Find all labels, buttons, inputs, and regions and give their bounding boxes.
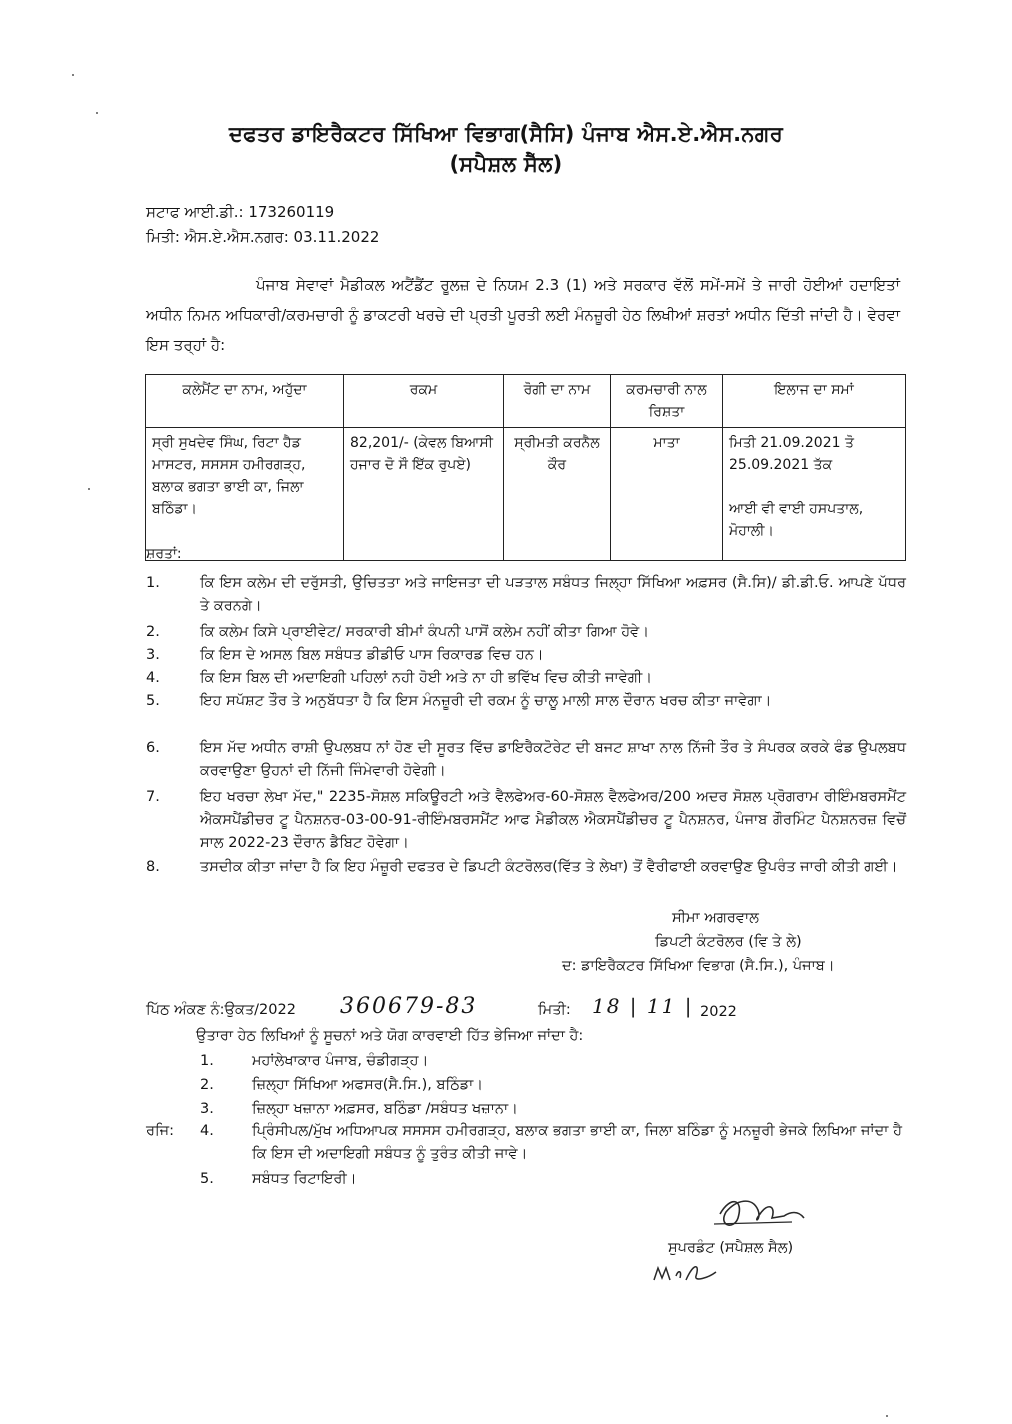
claim-table	[145, 374, 906, 561]
conditions-label: ਸ਼ਰਤਾਂ:	[146, 546, 182, 562]
endorsement-date-label: ਮਿਤੀ:	[538, 1002, 571, 1018]
issue-date: ਮਿਤੀ: ਐਸ.ਏ.ਐਸ.ਨਗਰ: 03.11.2022	[146, 228, 380, 246]
condition-text: ਕਿ ਕਲੇਮ ਕਿਸੇ ਪ੍ਰਾਈਵੇਟ/ ਸਰਕਾਰੀ ਬੀਮਾਂ ਕੰਪਨੀ ਪਾਸੋਂ ਕਲੇਮ ਨਹੀਂ ਕੀਤਾ ਗਿਆ ਹੋਵੇ।	[200, 624, 649, 640]
registered-label: ਰਜਿ:	[146, 1123, 175, 1139]
recipient-number: 3.	[200, 1101, 214, 1117]
recipient-number: 4.	[200, 1123, 214, 1139]
condition-number: 5.	[146, 693, 160, 709]
table-row	[146, 428, 906, 561]
condition-text: ਤਸਦੀਕ ਕੀਤਾ ਜਾਂਦਾ ਹੈ ਕਿ ਇਹ ਮੰਜ਼ੂਰੀ ਦਫਤਰ ਦੇ ਡਿਪਟੀ ਕੰਟਰੋਲਰ(ਵਿੱਤ ਤੇ ਲੇਖਾ) ਤੋਂ ਵੈਰੀਫਾਈ ਕਰਵਾਉਣ ਉਪਰੰਤ ਜਾਰੀ ਕੀਤੀ ਗਈ।	[200, 859, 898, 875]
office-subtitle: (ਸਪੈਸ਼ਲ ਸੈੱਲ)	[449, 152, 563, 176]
col-header-patient: ਰੋਗੀ ਦਾ ਨਾਮ	[504, 375, 611, 428]
scan-speck	[88, 488, 90, 490]
cell-period	[723, 428, 906, 561]
recipient-number: 1.	[200, 1053, 214, 1069]
condition-item	[146, 690, 906, 713]
condition-number: 6.	[146, 740, 160, 756]
condition-number: 7.	[146, 789, 160, 805]
condition-item	[146, 856, 906, 879]
condition-number: 1.	[146, 575, 160, 591]
recipient-number: 5.	[200, 1171, 214, 1187]
endorsement-number-handwritten: 360679-83	[340, 994, 478, 1019]
intro-text: ਪੰਜਾਬ ਸੇਵਾਵਾਂ ਮੈਡੀਕਲ ਅਟੈਂਡੈਂਟ ਰੂਲਜ਼ ਦੇ ਨਿਯਮ 2.3 (1) ਅਤੇ ਸਰਕਾਰ ਵੱਲੋਂ ਸਮੇਂ-ਸਮੇਂ ਤੇ ਜਾਰੀ ਹੋਈਆਂ ਹਦਾਇਤਾਂ ਅਧੀਨ ਨਿਮਨ ਅਧਿਕਾਰੀ/ਕਰਮਚਾਰੀ ਨੂੰ ਡਾਕਟਰੀ ਖਰਚੇ ਦੀ ਪ੍ਰਤੀ ਪੂਰਤੀ ਲਈ ਮੰਨਜ਼ੂਰੀ ਹੇਠ ਲਿਖੀਆਂ ਸ਼ਰਤਾਂ ਅਧੀਨ ਦਿੱਤੀ ਜਾਂਦੀ ਹੈ। ਵੇਰਵਾ ਇਸ ਤਰ੍ਹਾਂ ਹੈ:	[146, 276, 900, 354]
cell-claimant: ਸ੍ਰੀ ਸੁਖਦੇਵ ਸਿੰਘ, ਰਿਟਾ ਹੈਡ ਮਾਸਟਰ, ਸਸਸਸ ਹਮੀਰਗੜ੍ਹ, ਬਲਾਕ ਭਗਤਾ ਭਾਈ ਕਾ, ਜਿਲਾ ਬਠਿੰਡਾ।	[146, 428, 344, 561]
hospital-name: ਆਈ ਵੀ ਵਾਈ ਹਸਪਤਾਲ, ਮੋਹਾਲੀ।	[729, 501, 864, 539]
recipient-text: ਸਬੰਧਤ ਰਿਟਾਇਰੀ।	[252, 1171, 357, 1187]
condition-item	[146, 737, 906, 783]
condition-item	[146, 786, 906, 855]
col-header-period: ਇਲਾਜ ਦਾ ਸਮਾਂ	[723, 375, 906, 428]
treatment-period: ਮਿਤੀ 21.09.2021 ਤੋ 25.09.2021 ਤੱਕ	[729, 435, 854, 473]
condition-number: 8.	[146, 859, 160, 875]
endorsement-year: 2022	[700, 1004, 737, 1020]
office-title: ਦਫਤਰ ਡਾਇਰੈਕਟਰ ਸਿੱਖਿਆ ਵਿਭਾਗ(ਸੈਸਿ) ਪੰਜਾਬ ਐਸ.ਏ.ਐਸ.ਨਗਰ	[228, 122, 784, 146]
intro-paragraph	[146, 270, 900, 360]
endorsement-number-label: ਪਿੱਠ ਅੰਕਣ ਨੰ:ਉਕਤ/2022	[146, 1002, 296, 1018]
col-header-relation: ਕਰਮਚਾਰੀ ਨਾਲ ਰਿਸ਼ਤਾ	[611, 375, 723, 428]
condition-number: 2.	[146, 624, 160, 640]
condition-number: 3.	[146, 647, 160, 663]
col-header-amount: ਰਕਮ	[344, 375, 504, 428]
condition-item	[146, 621, 906, 644]
recipient-text: ਪ੍ਰਿੰਸੀਪਲ/ਮੁੱਖ ਅਧਿਆਪਕ ਸਸਸਸ ਹਮੀਰਗੜ੍ਹ, ਬਲਾਕ ਭਗਤਾ ਭਾਈ ਕਾ, ਜਿਲਾ ਬਠਿੰਡਾ ਨੂੰ ਮਨਜ਼ੂਰੀ ਭੇਜਕੇ ਲਿਖਿਆ ਜਾਂਦਾ ਹੈ ਕਿ ਇਸ ਦੀ ਅਦਾਇਗੀ ਸਬੰਧਤ ਨੂੰ ਤੁਰੰਤ ਕੀਤੀ ਜਾਵੇ।	[252, 1123, 902, 1162]
signatory-office: ਦ: ਡਾਇਰੈਕਟਰ ਸਿੱਖਿਆ ਵਿਭਾਗ (ਸੈ.ਸਿ.), ਪੰਜਾਬ।	[562, 958, 835, 974]
condition-text: ਇਸ ਮੱਦ ਅਧੀਨ ਰਾਸ਼ੀ ਉਪਲਬਧ ਨਾਂ ਹੋਣ ਦੀ ਸੂਰਤ ਵਿੱਚ ਡਾਇਰੈਕਟੋਰੇਟ ਦੀ ਬਜਟ ਸ਼ਾਖਾ ਨਾਲ ਨਿੱਜੀ ਤੌਰ ਤੇ ਸੰਪਰਕ ਕਰਕੇ ਫੰਡ ਉਪਲਬਧ ਕਰਵਾਉਣਾ ਉਹਨਾਂ ਦੀ ਨਿੱਜੀ ਜਿੰਮੇਵਾਰੀ ਹੋਵੇਗੀ।	[200, 740, 906, 779]
condition-text: ਇਹ ਸਪੱਸ਼ਟ ਤੌਰ ਤੇ ਅਨੁਬੱਧਤਾ ਹੈ ਕਿ ਇਸ ਮੰਨਜ਼ੂਰੀ ਦੀ ਰਕਮ ਨੂੰ ਚਾਲੂ ਮਾਲੀ ਸਾਲ ਦੌਰਾਨ ਖਰਚ ਕੀਤਾ ਜਾਵੇਗਾ।	[200, 693, 772, 709]
condition-text: ਕਿ ਇਸ ਬਿਲ ਦੀ ਅਦਾਇਗੀ ਪਹਿਲਾਂ ਨਹੀ ਹੋਈ ਅਤੇ ਨਾ ਹੀ ਭਵਿੱਖ ਵਿਚ ਕੀਤੀ ਜਾਵੇਗੀ।	[200, 670, 653, 686]
condition-text: ਇਹ ਖਰਚਾ ਲੇਖਾ ਮੱਦ," 2235-ਸੋਸ਼ਲ ਸਕਿਊਰਟੀ ਅਤੇ ਵੈਲਫੇਅਰ-60-ਸੋਸ਼ਲ ਵੈਲਫੇਅਰ/200 ਅਦਰ ਸੋਸ਼ਲ ਪ੍ਰੋਗਰਾਮ ਰੀਇੰਮਬਰਸਮੈਂਟ ਐਕਸਪੈਂਡੀਚਰ ਟੂ ਪੈਨਸ਼ਨਰ-03-00-91-ਰੀਇੰਮਬਰਸਮੈਂਟ ਆਫ ਮੈਡੀਕਲ ਐਕਸਪੈਂਡੀਚਰ ਟੂ ਪੈਨਸ਼ਨਰ, ਪੰਜਾਬ ਗੌਰਮਿੰਟ ਪੈਨਸ਼ਨਰਜ਼ ਵਿਚੋਂ ਸਾਲ 2022-23 ਦੌਰਾਨ ਡੈਬਿਟ ਹੋਵੇਗਾ।	[200, 789, 906, 851]
condition-text: ਕਿ ਇਸ ਕਲੇਮ ਦੀ ਦਰੁੱਸਤੀ, ਉਚਿਤਤਾ ਅਤੇ ਜਾਇਜਤਾ ਦੀ ਪੜਤਾਲ ਸਬੰਧਤ ਜਿਲ੍ਹਾ ਸਿੱਖਿਆ ਅਫ਼ਸਰ (ਸੈ.ਸਿ)/ ਡੀ.ਡੀ.ਓ. ਆਪਣੇ ਪੱਧਰ ਤੇ ਕਰਨਗੇ।	[200, 575, 906, 614]
condition-item	[146, 644, 906, 667]
cell-relation: ਮਾਤਾ	[611, 428, 723, 561]
recipient-text: ਮਹਾਂਲੇਖਾਕਾਰ ਪੰਜਾਬ, ਚੰਡੀਗੜ੍ਹ।	[252, 1053, 429, 1069]
condition-item	[146, 667, 906, 690]
cell-amount: 82,201/- (ਕੇਵਲ ਬਿਆਸੀ ਹਜਾਰ ਦੋ ਸੌ ਇੱਕ ਰੁਪਏ)	[344, 428, 504, 561]
cell-patient: ਸ੍ਰੀਮਤੀ ਕਰਨੈਲ ਕੌਰ	[504, 428, 611, 561]
initials-signature	[650, 1258, 730, 1288]
scan-speck	[96, 112, 98, 114]
scan-speck	[886, 1415, 888, 1417]
signatory-name: ਸੀਮਾ ਅਗਰਵਾਲ	[672, 910, 759, 926]
col-header-claimant: ਕਲੇਮੈਂਟ ਦਾ ਨਾਮ, ਅਹੁੱਦਾ	[146, 375, 344, 428]
copy-forward-line: ਉਤਾਰਾ ਹੇਠ ਲਿਖਿਆਂ ਨੂੰ ਸੂਚਨਾਂ ਅਤੇ ਯੋਗ ਕਾਰਵਾਈ ਹਿੱਤ ਭੇਜਿਆ ਜਾਂਦਾ ਹੈ:	[196, 1028, 584, 1044]
condition-item	[146, 572, 906, 618]
condition-text: ਕਿ ਇਸ ਦੇ ਅਸਲ ਬਿਲ ਸਬੰਧਤ ਡੀਡੀਓ ਪਾਸ ਰਿਕਾਰਡ ਵਿਚ ਹਨ।	[200, 647, 544, 663]
superintendent-designation: ਸੁਪਰਡੰਟ (ਸਪੈਸ਼ਲ ਸੈਲ)	[668, 1240, 794, 1256]
recipient-text: ਜ਼ਿਲ੍ਹਾ ਖਜ਼ਾਨਾ ਅਫ਼ਸਰ, ਬਠਿੰਡਾ /ਸਬੰਧਤ ਖਜ਼ਾਨਾ।	[252, 1101, 518, 1117]
endorsement-date-handwritten: 18 | 11 |	[592, 994, 694, 1018]
scan-speck	[72, 74, 74, 76]
recipient-number: 2.	[200, 1077, 214, 1093]
condition-number: 4.	[146, 670, 160, 686]
recipient-text: ਜ਼ਿਲ੍ਹਾ ਸਿੱਖਿਆ ਅਫਸਰ(ਸੈ.ਸਿ.), ਬਠਿੰਡਾ।	[252, 1077, 484, 1093]
signatory-designation: ਡਿਪਟੀ ਕੰਟਰੋਲਰ (ਵਿ ਤੇ ਲੇ)	[655, 934, 802, 950]
table-header-row	[146, 375, 906, 428]
staff-id: ਸਟਾਫ ਆਈ.ਡੀ.: 173260119	[146, 203, 335, 221]
handwritten-signature	[700, 1188, 820, 1238]
